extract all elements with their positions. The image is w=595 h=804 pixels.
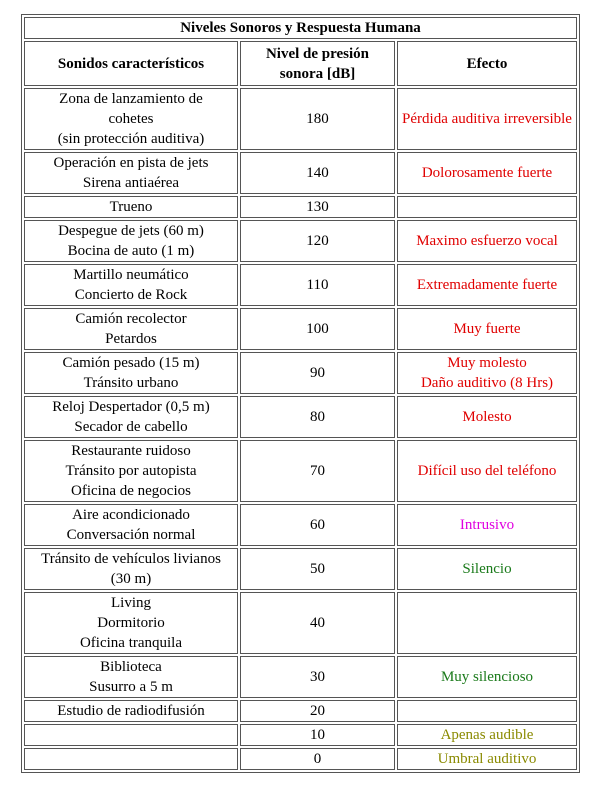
header-sound: Sonidos característicos — [24, 41, 238, 86]
sound-cell — [24, 220, 238, 262]
sound-line: Tránsito por autopista — [65, 463, 197, 479]
db-cell: 180 — [240, 88, 395, 150]
db-cell: 110 — [240, 264, 395, 306]
sound-line: Camión pesado (15 m) — [62, 355, 200, 371]
sound-line: cohetes — [108, 111, 154, 127]
table-row — [24, 700, 577, 722]
sound-cell — [24, 656, 238, 698]
sound-levels-table — [21, 14, 580, 773]
sound-line: Camión recolector — [75, 311, 187, 327]
header-level-line: sonora [dB] — [279, 65, 356, 82]
db-cell: 20 — [240, 700, 395, 722]
table-row — [24, 152, 577, 194]
sound-line: Restaurante ruidoso — [71, 443, 191, 459]
sound-line: Despegue de jets (60 m) — [58, 223, 204, 239]
table-row — [24, 724, 577, 746]
db-cell: 80 — [240, 396, 395, 438]
effect-line: Maximo esfuerzo vocal — [416, 233, 558, 249]
sound-line: (sin protección auditiva) — [57, 131, 205, 147]
table-title: Niveles Sonoros y Respuesta Humana — [24, 17, 577, 39]
db-cell: 50 — [240, 548, 395, 590]
sound-line: Tránsito de vehículos livianos — [41, 551, 221, 567]
effect-cell — [397, 308, 577, 350]
db-cell: 70 — [240, 440, 395, 502]
sound-line: Oficina tranquila — [79, 635, 183, 651]
header-level-line: Nivel de presión — [265, 45, 370, 62]
sound-line: Trueno — [109, 199, 153, 215]
sound-cell — [24, 548, 238, 590]
effect-cell — [397, 352, 577, 394]
effect-cell — [397, 220, 577, 262]
table-row — [24, 548, 577, 590]
table-row — [24, 352, 577, 394]
effect-cell — [397, 88, 577, 150]
table-row — [24, 220, 577, 262]
sound-cell — [24, 152, 238, 194]
table-row — [24, 504, 577, 546]
sound-cell — [24, 88, 238, 150]
effect-line: Intrusivo — [459, 517, 515, 533]
sound-cell — [24, 308, 238, 350]
sound-cell — [24, 440, 238, 502]
db-cell: 130 — [240, 196, 395, 218]
effect-line: Pérdida auditiva irreversible — [402, 111, 572, 127]
sound-line: Conversación normal — [66, 527, 196, 543]
sound-cell — [24, 748, 238, 770]
sound-line: Zona de lanzamiento de — [59, 91, 203, 107]
sound-line: Sirena antiaérea — [82, 175, 180, 191]
sound-line: Bocina de auto (1 m) — [67, 243, 195, 259]
sound-cell — [24, 352, 238, 394]
sound-line: Tránsito urbano — [83, 375, 179, 391]
sound-line: Oficina de negocios — [71, 483, 191, 499]
sound-line: (30 m) — [110, 571, 152, 587]
effect-cell — [397, 196, 577, 218]
effect-cell — [397, 548, 577, 590]
table-row — [24, 592, 577, 654]
db-cell: 10 — [240, 724, 395, 746]
effect-line: Extremadamente fuerte — [416, 277, 558, 293]
effect-line: Apenas audible — [440, 727, 534, 743]
table-row — [24, 88, 577, 150]
table-body — [24, 88, 577, 770]
effect-line: Dolorosamente fuerte — [421, 165, 553, 181]
sound-line: Living — [111, 595, 151, 611]
sound-cell — [24, 264, 238, 306]
document-page — [21, 14, 576, 773]
effect-line: Muy molesto — [447, 355, 527, 371]
sound-cell — [24, 724, 238, 746]
db-cell: 60 — [240, 504, 395, 546]
db-cell: 140 — [240, 152, 395, 194]
effect-cell — [397, 396, 577, 438]
table-row — [24, 748, 577, 770]
effect-cell — [397, 504, 577, 546]
header-effect: Efecto — [397, 41, 577, 86]
sound-line: Reloj Despertador (0,5 m) — [52, 399, 210, 415]
effect-line: Muy silencioso — [440, 669, 534, 685]
effect-line: Difícil uso del teléfono — [417, 463, 557, 479]
sound-line: Susurro a 5 m — [89, 679, 173, 695]
sound-cell — [24, 592, 238, 654]
sound-line: Concierto de Rock — [74, 287, 188, 303]
effect-line: Molesto — [462, 409, 512, 425]
header-level — [240, 41, 395, 86]
effect-line: Umbral auditivo — [437, 751, 537, 767]
effect-cell — [397, 700, 577, 722]
effect-cell — [397, 748, 577, 770]
effect-line: Muy fuerte — [453, 321, 521, 337]
sound-line: Biblioteca — [100, 659, 162, 675]
sound-cell — [24, 504, 238, 546]
sound-cell — [24, 700, 238, 722]
sound-line: Martillo neumático — [73, 267, 189, 283]
effect-cell — [397, 152, 577, 194]
sound-line: Dormitorio — [97, 615, 165, 631]
effect-cell — [397, 440, 577, 502]
table-row — [24, 264, 577, 306]
table-row — [24, 396, 577, 438]
sound-line: Aire acondicionado — [72, 507, 190, 523]
effect-cell — [397, 656, 577, 698]
table-row — [24, 656, 577, 698]
sound-line: Secador de cabello — [74, 419, 188, 435]
sound-line: Estudio de radiodifusión — [57, 703, 205, 719]
db-cell: 30 — [240, 656, 395, 698]
table-row — [24, 196, 577, 218]
table-row — [24, 308, 577, 350]
db-cell: 100 — [240, 308, 395, 350]
db-cell: 0 — [240, 748, 395, 770]
effect-cell — [397, 592, 577, 654]
sound-line: Operación en pista de jets — [53, 155, 209, 171]
db-cell: 120 — [240, 220, 395, 262]
table-row — [24, 440, 577, 502]
effect-cell — [397, 264, 577, 306]
effect-line: Daño auditivo (8 Hrs) — [420, 375, 554, 391]
db-cell: 40 — [240, 592, 395, 654]
sound-cell — [24, 196, 238, 218]
sound-cell — [24, 396, 238, 438]
sound-line: Petardos — [105, 331, 157, 347]
effect-line: Silencio — [462, 561, 512, 577]
effect-cell — [397, 724, 577, 746]
db-cell: 90 — [240, 352, 395, 394]
